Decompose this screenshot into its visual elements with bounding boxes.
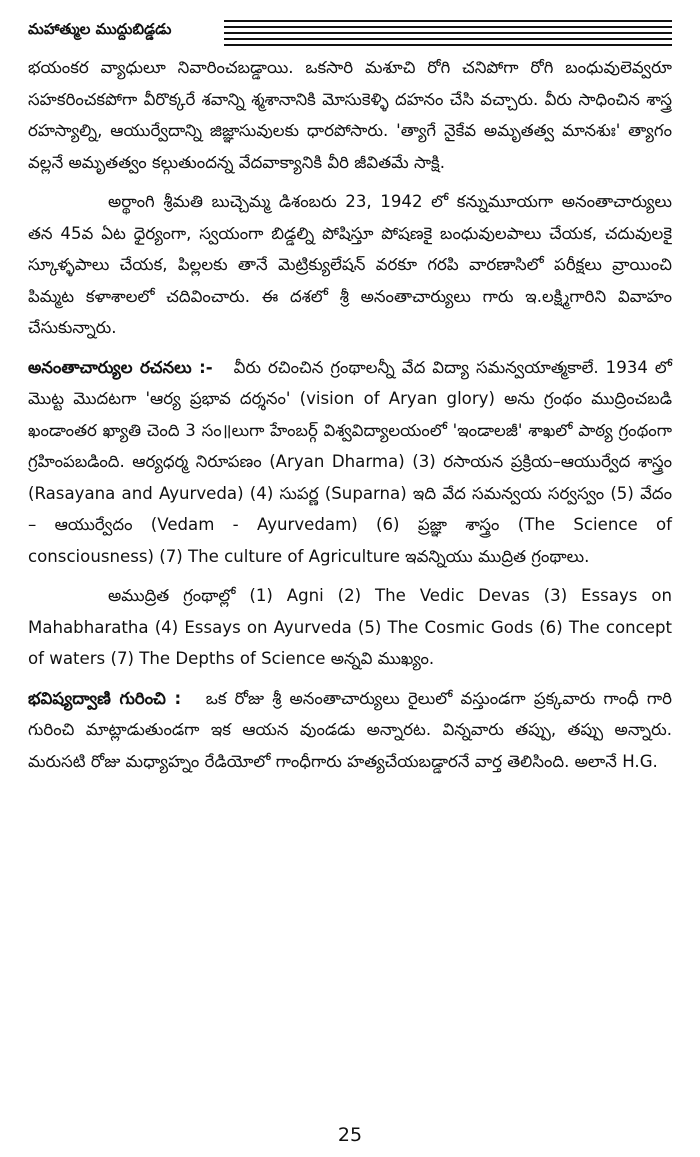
header-rule-lines [224,20,672,48]
paragraph-text: ఒక రోజు శ్రీ అనంతాచార్యులు రైలులో వస్తుండగా ప్రక్కవారు గాంధీ గారి గురించి మాట్లాడుతుండగా ఇక ఆయన వుండడు అన్నారట. విన్నవారు తప్పు, తప్పు అన్నారు. మరుసటి రోజు మధ్యాహ్నం రేడియోలో గాంధీగారు హత్యచేయబడ్డారనే వార్త తెలిసింది. అలానే H.G. [28,688,673,771]
section-heading: అనంతాచార్యుల రచనలు :- [28,357,213,377]
paragraph [28,52,672,178]
paragraph [28,580,672,675]
paragraph-text: అర్థాంగి శ్రీమతి బుచ్చెమ్మ డిశంబరు 23, 1942 లో కన్నుమూయగా అనంతాచార్యులు తన 45వ ఏట ధైర్యంగా, స్వయంగా బిడ్డల్ని పోషిస్తూ పోషణకై బంధువులపాలు చేయక, చదువులకై స్కూళ్ళపాలు చేయక, పిల్లలకు తానే మెట్రిక్యులేషన్ వరకూ గరపి వారణాసిలో పరీక్షలు వ్రాయించి పిమ్మట కళాశాలలో చదివించారు. ఈ దశలో శ్రీ అనంతాచార్యులు గారు ఇ.లక్ష్మిగారిని వివాహం చేసుకున్నారు. [28,192,672,337]
paragraph-text: అముద్రిత గ్రంథాల్లో (1) Agni (2) The Vedic Devas (3) Essays on Mahabharatha (4) Essays on Ayurveda (5) The Cosmic Gods (6) The concept of waters (7) The Depths of Science అన్నవి ముఖ్యం. [28,586,672,668]
paragraph-text: భయంకర వ్యాధులూ నివారించబడ్డాయి. ఒకసారి మశూచి రోగి చనిపోగా రోగి బంధువులెవ్వరూ సహకరించకపోగా వీరొక్కరే శవాన్ని శ్మశానానికి మోసుకెళ్ళి దహనం చేసి వచ్చారు. వీరు సాధించిన శాస్త్ర రహస్యాల్ని, ఆయుర్వేదాన్ని జిజ్ఞాసువులకు ధారపోసారు. 'త్యాగే నైకేవ అమృతత్వ మానశుః' త్యాగం వల్లనే అమృతత్వం కల్గుతుందన్న వేదవాక్యానికి వీరి జీవితమే సాక్షి. [28,58,672,172]
section-heading: భవిష్యద్వాణి గురించి : [28,688,182,708]
page-header [28,14,672,50]
paragraph [28,186,672,344]
document-page [28,14,672,1146]
paragraph-text: వీరు రచించిన గ్రంథాలన్నీ వేద విద్యా సమన్వయాత్మకాలే. 1934 లో మొట్ట మొదటగా 'ఆర్య ప్రభావ దర్శనం' (vision of Aryan glory) అను గ్రంథం ముద్రించబడి ఖండాంతర ఖ్యాతి చెంది 3 సం॥లుగా హేంబర్గ్ విశ్వవిద్యాలయంలో 'ఇండాలజీ' శాఖలో పాఠ్య గ్రంథంగా గ్రహింపబడింది. ఆర్యధర్మ నిరూపణం (Aryan Dharma) (3) రసాయన ప్రక్రియ–ఆయుర్వేద శాస్త్రం (Rasayana and Ayurveda) (4) సుపర్ణ (Suparna) ఇది వేద సమన్వయ సర్వస్వం (5) వేదం – ఆయుర్వేదం (Vedam - Ayurvedam) (6) ప్రజ్ఞా శాస్త్రం (The Science of consciousness) (7) The culture of Agriculture ఇవన్నియు ముద్రిత గ్రంథాలు. [28,357,672,566]
body-text [28,52,672,777]
running-title: మహాత్ముల ముద్దుబిడ్డడు [28,20,172,38]
page-number: 25 [337,1124,363,1146]
paragraph [28,683,672,778]
paragraph [28,352,672,573]
